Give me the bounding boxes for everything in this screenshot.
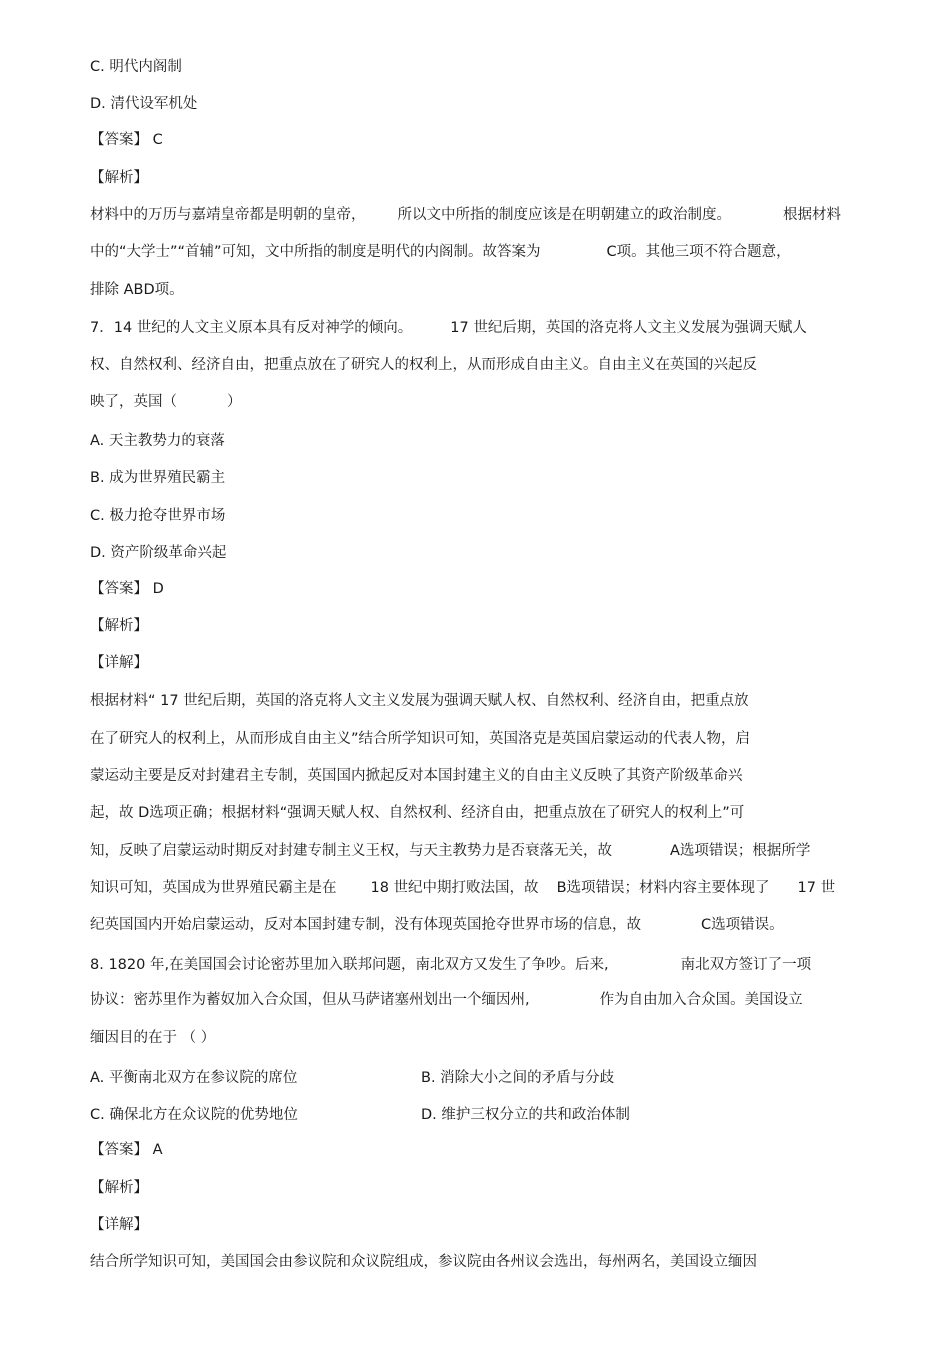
q6-option-c: C. 明代内阁制 <box>90 59 182 75</box>
q6-analysis-line-1: 材料中的万历与嘉靖皇帝都是明朝的皇帝， 所以文中所指的制度应该是在明朝建立的政治制度。 根据材料 <box>90 207 841 223</box>
q8-detail-label: 【详解】 <box>90 1217 148 1233</box>
q8-option-d: D. 维护三权分立的共和政治体制 <box>421 1107 630 1123</box>
q6-option-d: D. 清代设军机处 <box>90 96 198 112</box>
q7-detail-line-1: 根据材料“ 17 世纪后期，英国的洛克将人文主义发展为强调天赋人权、自然权利、经济自由，把重点放 <box>90 693 749 709</box>
q8-option-c: C. 确保北方在众议院的优势地位 <box>90 1107 298 1123</box>
q7-detail-line-5: 知，反映了启蒙运动时期反对封建专制主义王权，与天主教势力是否衰落无关，故 A选项错误；根据所学 <box>90 843 811 859</box>
q8-detail-line-1: 结合所学知识可知，美国国会由参议院和众议院组成，参议院由各州议会选出，每州两名，美国设立缅因 <box>90 1254 757 1270</box>
q8-stem-line-1: 8. 1820 年,在美国国会讨论密苏里加入联邦问题，南北双方又发生了争吵。后来, 南北双方签订了一项 <box>90 957 812 973</box>
q7-option-a: A. 天主教势力的衰落 <box>90 433 225 449</box>
q7-detail-line-4: 起，故 D选项正确；根据材料“强调天赋人权、自然权利、经济自由，把重点放在了研究人的权利上”可 <box>90 805 745 821</box>
q7-option-d: D. 资产阶级革命兴起 <box>90 545 227 561</box>
q7-analysis-label: 【解析】 <box>90 618 148 634</box>
q7-detail-line-3: 蒙运动主要是反对封建君主专制，英国国内掀起反对本国封建主义的自由主义反映了其资产阶级革命兴 <box>90 768 743 784</box>
q6-analysis-line-2: 中的“大学士”“首辅”可知，文中所指的制度是明代的内阁制。故答案为 C项。其他三项不符合题意， <box>90 244 791 260</box>
q8-stem-line-3: 缅因目的在于 （ ） <box>90 1030 216 1046</box>
q7-detail-label: 【详解】 <box>90 655 148 671</box>
q7-stem-line-1: 7．14 世纪的人文主义原本具有反对神学的倾向。 17 世纪后期，英国的洛克将人文主义发展为强调天赋人 <box>90 320 807 336</box>
q6-analysis-label: 【解析】 <box>90 170 148 186</box>
q6-analysis-line-3: 排除 ABD项。 <box>90 282 184 298</box>
q7-answer: 【答案】 D <box>90 581 164 597</box>
q7-stem-line-3: 映了，英国（ ） <box>90 394 242 410</box>
q7-detail-line-6: 知识可知，英国成为世界殖民霸主是在 18 世纪中期打败法国，故 B选项错误；材料内容主要体现了 17 世 <box>90 880 836 896</box>
q7-option-c: C. 极力抢夺世界市场 <box>90 508 226 524</box>
q8-stem-line-2: 协议：密苏里作为蓄奴加入合众国，但从马萨诸塞州划出一个缅因州, 作为自由加入合众国。美国设立 <box>90 992 803 1008</box>
q7-detail-line-2: 在了研究人的权利上，从而形成自由主义”结合所学知识可知，英国洛克是英国启蒙运动的代表人物，启 <box>90 731 751 747</box>
q7-stem-line-2: 权、自然权利、经济自由，把重点放在了研究人的权利上，从而形成自由主义。自由主义在英国的兴起反 <box>90 357 757 373</box>
q8-option-a: A. 平衡南北双方在参议院的席位 <box>90 1070 298 1086</box>
q8-option-b: B. 消除大小之间的矛盾与分歧 <box>421 1070 615 1086</box>
q7-detail-line-7: 纪英国国内开始启蒙运动，反对本国封建专制，没有体现英国抢夺世界市场的信息，故 C选项错误。 <box>90 917 784 933</box>
q6-answer: 【答案】 C <box>90 132 163 148</box>
q8-answer: 【答案】 A <box>90 1142 163 1158</box>
q7-option-b: B. 成为世界殖民霸主 <box>90 470 226 486</box>
q8-analysis-label: 【解析】 <box>90 1180 148 1196</box>
